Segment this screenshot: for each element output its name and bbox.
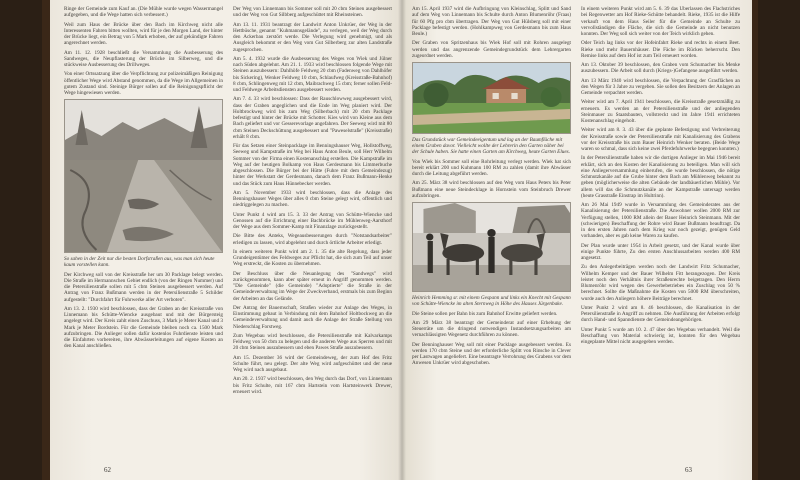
paragraph: Am 13. 11. 1931 beantragt der Landwirt Anton Unkrüer, der Weg in der Hettbüsche, genannt "Kuhmannsgelände", zu verlegen, weil der Weg durch den Ackerbau zerstört werde. Die Verlegung wird genehmigt, und als Ausgleich bekommt er den Weg vom Gut Silberberg zur alten Landstraße zugesprochen. xyxy=(233,21,392,53)
right-column-1 xyxy=(412,6,571,461)
paragraph: Der Graben von Spritzenhaus bis Wiek Hof soll mit Rohren ausgelegt werden und das angrenzende Gemeindegrundstück dem Lehrergarten zugeordnet werden. xyxy=(412,40,571,59)
photo-caption: Das Grundstück war Gemeindeeigentum und lag an der Baumfläche mit einem Graben davor. Vielleicht wollte der Lehrerin den Garten näher bei der Schule haben. Sie hatte einen Garten am Kirchweg, heute Garten Elues. xyxy=(412,137,570,156)
horse-team-photo xyxy=(412,202,571,292)
paragraph: Unter Punkt 4 wird am 15. 3. 33 der Antrag von Schütte-Wiencke und Genossen auf die Errichtung einer Bachbrücke im Mühlenweg-Aarsthorf der Wege aus dem Sommer-Kamp mit Finanzlage zurückgestellt. xyxy=(233,211,392,230)
paragraph: Unter Punkt 2 wird am 8. 46 beschlossen, die Kanalisation in der Petersilienstraße in Angriff zu nehmen. Die Ausführung der Arbeiten erfolgt durch Hand- und Spanndienste der Gemeindeangehörigen. xyxy=(581,304,740,324)
paragraph: In einem weiteren Punkt wird am 5. 6. 39 das Überlassen des Flachstriches bei Regenwetter am Hof Rieke-Schütte behandelt. Rieke, 1935 ist die Hilfe verkauft von dem Haus Seiler für die Gemeinde an Schulte zu vervollständigen die Fläche, die sich die Gemeinde an nicht benutzen konnten. Der Weg soll sich weiter von der Teich wirklich gehen. xyxy=(581,6,740,37)
paragraph: Am 20. 2. 1937 wird beschlossen, den Weg durch das Dorf, von Linnemann bis Fritz Schulte, mit 167 cbm Hartstein vom Hartsteinwerk Drewer, erneuert wird. xyxy=(233,376,392,395)
paragraph: Der Plan wurde unter 1954 in Arbeit gesetzt, und der Kanal wurde über einige Punkte führte, Zu den ersten Anschlussarbeiten werden 400 RM angesetzt. xyxy=(581,242,740,261)
garden-plot-photo xyxy=(412,62,571,134)
paragraph: Die Bitte des Anteks, Wegeausbesserungen durch "Notstandsarbeiter" erledigen zu lassen, wird abgelehnt und durch örtliche Arbeiter erledigt. xyxy=(233,233,392,246)
village-street-photo xyxy=(64,99,223,253)
paragraph: In der Petersilienstraße haben wir die dortigen Anlieger im Mai 1946 bereit erklärt, sich an den Kosten der Kanalisierung zu beteiligen. Man will sich eine Anliegerversammlung einberufen, die wurde beschlossen, die nötige Schmutzkanäle auf die Grube hinter dem Bach am Mühlenweg bekannt zu geben (möglicherweise die alten Gebäude der landbäuerlichen Mühle). Vor allem will das die Schmutzkanäle an der Kampstraße untersagt werden (heute Grasstraße Einstrap im Hultrinn). xyxy=(581,155,740,199)
photo-caption: So sahen in der Zeit nur die besten Dorfstraßen aus, was man sich heute kaum vorstellen kann. xyxy=(64,256,215,269)
right-page xyxy=(402,0,752,480)
paragraph: Weiter wird am 8. 3. 43 über die geplante Befestigung und Verbreiterung der Kreisstraße sowie der Petersilienstraße mit Kanalisierung des Grabens vor der Kreisstraße bis zum Bauer Heinrich Wenker beraten. (Beide Wege waren so schmal, dass sich keine zwei Pferdefuhrwerke begegnen konnten.) xyxy=(581,127,740,152)
paragraph: Der Weg von Linnemann bis Sommer soll mit 20 cbm Steinen ausgebessert und der Weg von Gut Silbberg aufgeschüttet mit Rheinsteinen. xyxy=(233,6,392,19)
paragraph: Der Kirchweg soll von der Kreisstraße her um 30 Packlage belegt werden. Die Straße im Hermannschen Gebiet endlich (von der Ringen Nummer) und die Petersilienstraße sollen mit 5 cbm Steinen ausgebessert werden. Auf Antrag von Franz Bußmann werden in der Petersilienstraße 5 Schilder aufgestellt: "Durchfahrt für Fuhrwerke aller Art verboten". xyxy=(64,271,223,303)
paragraph: Am 26 Mai 1949 wurde in Versammlung des Gemeinderates aus der Kanalisierung der Petersilienstraße. Die Anwohner wollen 2000 RM zur Verfügung stellen, 1000 RM allein der Bauer Heinrich Steinmann. Mit der (schwierigen) Beschaffung der Rohre wird Bauer Bußmann beauftragt. Da in den ersten Jahren nach dem Krieg war noch gezeigt, genügen Geld vorhanden, aber es gab keine Waren zu kaufen. xyxy=(581,202,740,240)
paragraph: Am 13. Oktober 39 beschlossen, den Graben vom Schumacher bis Menke auszubessern. Die Arbeit soll durch (Kriegs-)Gefangene ausgeführt werden. xyxy=(581,62,740,75)
paragraph: Zum Wegebau wird beschlossen, die Petersilienstraße mit Kalvarkamps Feldweg von 50 cbm zu belegen und die anderen Wege aus Sperren und mit 20 cbm Steinen auszubessern und eben Pawes Straße auszubessern. xyxy=(233,332,392,352)
paragraph: Der Beschluss über die Neuanlegung des "Sandwegs" wird zurückgenommen, kann aber später erneut in Angriff genommen werden. "Die Gemeinde" (die Gemeinde) "Adoptierte" die Straße in der Gemeindeverwaltung im Wege der Zweckverband, erstmals bis zum Beginn der Arbeiten an das Gelände. xyxy=(233,270,392,302)
paragraph: Von Wiek bis Sommer soll eine Rohrleitung verlegt werden. Wiek hat sich bereit erklärt 200 und Kuhmann 100 RM zu zahlen (damit ihre Abwässer durch die Leitung abgeführt werden. xyxy=(412,158,571,178)
paragraph: Weiter wird am 7. April 1941 beschlossen, die Kreisstraße gesetzmäßig zu erneuern. Es werden an der Petersilienstraße und der anliegenden Steinmauer zu Staatsbauten, vollstreckt und im Jahre 1941 errichteten Kostenanschlag eingeholt. xyxy=(581,99,740,124)
photo-caption: Heinrich Hemming sr. mit einem Gespann und links ein Knecht mit Gespann von Schütte-Wiencke im alten Sternweg in Höhe des Hauses Jürgenbake. xyxy=(412,295,571,308)
paragraph: Von einer Ortssatzung über die Verpflichtung zur polizeimäßigen Reinigung öffentlicher Wege wird Abstand genommen, da die Wege im Allgemeinen in gutem Zustand sind. Steinige Bürger sollen auf die Reinigungspflicht der Wege hingewiesen werden. xyxy=(64,71,223,96)
right-column-2 xyxy=(581,6,740,461)
paragraph: Am 5. 4. 1932 wurde die Ausbesserung des Weges von Wiek und Jülner nach Süden abgelehnt. Am 21. 1. 1933 wird beschlossen folgende Wege mit Steinen auszubessern: Dahlhöfe Feldweg 20 cbm (Fadenweg von Dahlhöfer bis Sickering), Wenker Feldweg 10 cbm, Schlaufweg (Kreisstraße-Bahnhof) 8 cbm, Schlingenweg mit 12 cbm, Maibrachweg 15 cbm; ferner sollen Feld- und Feldwege Arbeitsdiensten ausgebessert werden. xyxy=(233,55,392,93)
paragraph: Am 7. 4. 33 wird beschlossen: Dass der Rauschlowweg ausgebessert wird, dass der Graben angeglichen und die Ende im Weg planiert wird. Der Holtbrockweg wird bis zum Weg (Silberbach) mit 20 cbm Packlage befestigt und hinter der Brücke mit Schotter. Kies wird von Kleine aus dem Bach geliefert und vor Gesserevorlage angefahren. Der Seeweg wird mit 80 cbm Steinen Deckschüttung ausgebessert und "Paweselstraße" (Kreisstraße) erhält 8 cbm. xyxy=(233,96,392,140)
paragraph: Für das Setzen einer Steinpacklage im Benningshauser Weg, Hollstoffweg, Seeweg und Kampstraße im Weg bei Haus Anton Beule, soll Herr Wilhelm Sommer von der Firma einen Kostenanschlag erstellen. Die Kampstraße im Weg auf der heutigen Bolkamp von Haus Gerdesmann bis Limmerbuche abgeschlossen. Die Bürger bei der Hütte (Fuhre mit dem Gemeindezug) hinter der Werkstatt der Gerdesmann, danach dem Franz Bußmann-Henke und das Stück zum Haus Hünnebecker werden. xyxy=(233,143,392,187)
paragraph: Unter Punkt 5 wurde am 10. 2. 47 über den Wegebau verhandelt. Weil die Beschaffung von Material schwierig ist, konnten für den Wegebau eingeplante Mittel nicht ausgegeben werden. xyxy=(581,326,740,345)
paragraph: Weil zum Haus der Brücke über den Bach im Kirchweg nicht alle Interessenten Fahren bitten wollten, wird für je den Morgen Land, der hinter der Brücke liegt, ein Betrag von 5 Mark erhoben, der auf gekündigte Fahren angerechnet werden. xyxy=(64,21,223,47)
paragraph: Am 5. November 1933 wird beschlossen, dass die Anlage des Benningshauser Weges über alles 0 cbm Steine gelegt wird, offentlich und niedriggelegen zu machen. xyxy=(233,189,392,209)
left-column-2 xyxy=(233,6,392,461)
paragraph: Am 15. Dezember 36 wird der Gemeindeweg, der zum Hof des Fritz Schulte führt, neu gelegt. Der alte Weg wird aufgeschüttet und der neue Weg wird nach ausgebaut. xyxy=(233,354,392,373)
paragraph: Am 25. März 38 wird beschlossen auf den Weg vom Haus Peters bis Peter Bußmann eine neue Steindecklage in Hornstein vom Steinbruch Drewer aufzubringen. xyxy=(412,180,571,199)
left-column-1 xyxy=(64,6,223,461)
paragraph: In einem weiteren Punkt wird am 2. 1. 35 die alte Regelung, dass jeder Grundeigentümer des Feldweges zur Pflicht hat, die sich zum Teil auf unser Weg erstreckt, die Kosten zu übernehmen. xyxy=(233,248,392,268)
right-page-columns xyxy=(412,6,740,461)
paragraph: Der Benninghauser Weg soll mit einer Packlage ausgebessert werden. Es werden 170 cbm Steine und der erforderliche Splitt von Rinsche in Clever per Lastwagen angeliefert. Eine beantragte Verrohrung des Grabens vor dem Anwesen Unkrüer wird abgeschoben. xyxy=(412,341,571,367)
paragraph: Die Steine sollen per Bahn bis zum Bahnhof Erwitte geliefert werden. xyxy=(412,310,558,317)
paragraph: Am 15. April 1937 wird die Aufbringung von Kleinschlag, Splitt und Sand auf dem Weg von Linnemann bis Schulte durch Anton Blumenröhr (Fraas) für 60 Pfg pro cbm übertragen. Der Weg von Gut Hülsberg soll mit einer Packlage befestigt werden. (Hohlkampweg von Gerdesmann bis zum Haus Beule.) xyxy=(412,6,571,37)
book-gutter xyxy=(398,0,406,480)
page-number: 63 xyxy=(685,466,692,474)
paragraph: Der Antrag der Bauernschaft, Straßen wieder zur Anlage des Weges, in Einstimmung gebaut in Verbindung mit dem Bahnhof Holtbockweg an die Gemeindeverwaltung und damit auch die Anlage der Straße Stellung von Niederschlag Forstweg. xyxy=(233,304,392,330)
paragraph: Am 29 März 38 beantragt der Gemeinderat auf einer Erhebung der Steuerräte um die dringend notwendigen Instandsetzungsarbeiten am vernachlässigten Wegenetz durchführen zu können. xyxy=(412,319,571,339)
paragraph: Am 13 März 1940 wird beschlossen, die Verpachtung der Grasflächen an den Wegen für 3 Jahre zu vergeben. Sie sollen den Besitzern der Anlagen an Gemeinde verpachtet werden. xyxy=(581,77,740,96)
paragraph: Ringe der Gemeinde zum Kauf an. (Die Mühle wurde wegen Wassermangel aufgegeben, und die Wege hatten sich verbessert.) xyxy=(64,6,223,19)
paragraph: Oder Teich lag links vor der Hofeinfahrt Rieke und rechts in einem Beet. Rieke und mehr Bauernhäuser. Die Fäche im Rücken beherrscht. Den Remise links auf dem Hof ist zum Teil erneuert worden. xyxy=(581,40,740,59)
page-number: 62 xyxy=(104,466,111,474)
left-page xyxy=(50,0,402,480)
left-page-columns xyxy=(64,6,392,461)
paragraph: Am 13. 2. 1930 wird beschlossen, dass der Graben an der Kreisstraße von Linnemann bis Schütte-Wiencke ausgebaut und mit der Bürgersteig angelegt wird. Der Kreis zahlt einen Zuschuss, 3 Mark je Meter Kanal und 3 Mark je Meter Bordstein. Für die Gemeinde bleiben noch ca. 1500 Mark aufzubringen. Die Anlieger sollen dafür kostenlos Fuhrdienste leisten und die Einfahrten vorbereiten, ihre Abwässerleitungen auf eigene Kosten an den Kanal anschließen. xyxy=(64,305,223,350)
paragraph: Am 11. 12. 1928 beschließt die Versammlung die Ausbesserung des Sandweges, die Neupflasterung der Brücke im Silberweg, und die stückweise Ausbesserung des Drillweges. xyxy=(64,49,223,68)
paragraph: Zu den Anlegerbeiträgen werden noch der Landwirt Fritz Schumacher, Wilhelm Kemper und der Bauer Wilhelm Fitt herangezogen. Der Kreis leistet noch den Verhältnis ihrer Straßenrechte beigetragen. Den Herrn Blumenröhr wird wegen des Gewerbebetriebes ein Zuschlag von 50 % berechnet. Sollte die Maßnahme die Kosten von 5000 RM überschreiten, wurde auch den Anliegern höhere Beiträge berechnet. xyxy=(581,264,740,302)
